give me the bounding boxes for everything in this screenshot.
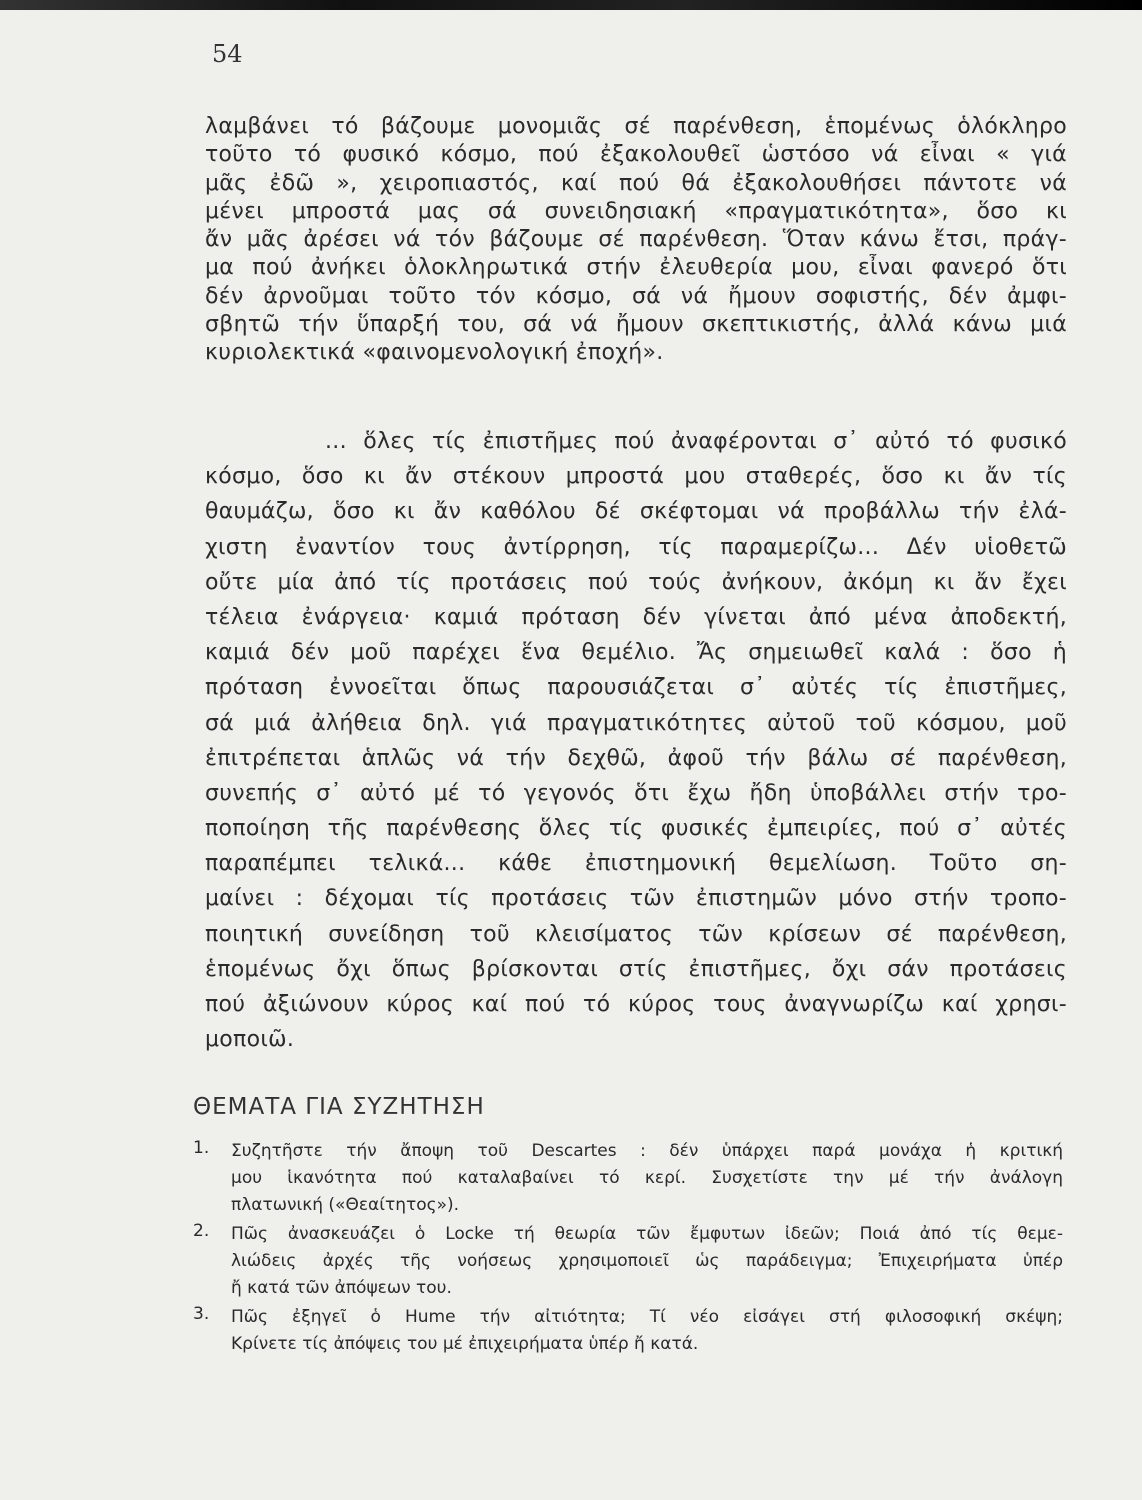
text-line: χιστη ἐναντίον τους ἀντίρρηση, τίς παραμερίζω... Δέν υἱοθετῶ [205,534,1067,560]
question-number: 1. [193,1138,210,1158]
text-line: σβητῶ τήν ὕπαρξή του, σά νά ἤμουν σκεπτικιστής, ἀλλά κάνω μιά [205,312,1067,338]
question-line: Κρίνετε τίς ἀπόψεις του μέ ἐπιχειρήματα ὑπέρ ἤ κατά. [231,1334,699,1354]
text-line: λαμβάνει τό βάζουμε μονομιᾶς σέ παρένθεση, ἑπομένως ὁλόκληρο [205,114,1067,139]
text-line: συνεπής σ᾽ αὐτό μέ τό γεγονός ὅτι ἔχω ἤδη ὑποβάλλει στήν τρο- [205,780,1067,806]
section-heading: ΘΕΜΑΤΑ ΓΙΑ ΣΥΖΗΤΗΣΗ [193,1094,485,1120]
text-line: ἐπιτρέπεται ἁπλῶς νά τήν δεχθῶ, ἀφοῦ τήν βάλω σέ παρένθεση, [205,745,1067,771]
text-line: ... ὅλες τίς ἐπιστῆμες πού ἀναφέρονται σ᾽ αὐτό τό φυσικό [325,429,1067,454]
text-line: παραπέμπει τελικά... κάθε ἐπιστημονική θεμελίωση. Τοῦτο ση- [205,851,1067,877]
question-line: Συζητῆστε τήν ἄποψη τοῦ Descartes : δέν ὑπάρχει παρά μονάχα ἡ κριτική [231,1141,1063,1161]
text-line: πού ἀξιώνουν κύρος καί πού τό κύρος τους ἀναγνωρίζω καί χρησι- [205,992,1067,1017]
text-line: ποποίηση τῆς παρένθεσης ὅλες τίς φυσικές ἐμπειρίες, πού σ᾽ αὐτές [205,816,1067,842]
text-line: μαίνει : δέχομαι τίς προτάσεις τῶν ἐπιστημῶν μόνο στήν τροπο- [205,886,1067,912]
question-item [193,1221,1063,1302]
question-line: Πῶς ἐξηγεῖ ὁ Hume τήν αἰτιότητα; Τί νέο εἰσάγει στή φιλοσοφική σκέψη; [231,1307,1063,1327]
text-line: τέλεια ἐνάργεια· καμιά πρόταση δέν γίνεται ἀπό μένα ἀποδεκτή, [205,604,1067,630]
page-number: 54 [212,40,243,68]
question-number: 3. [193,1304,210,1324]
text-line: τοῦτο τό φυσικό κόσμο, πού ἐξακολουθεῖ ὡστόσο νά εἶναι « γιά [205,142,1067,168]
text-line: σά μιά ἀλήθεια δηλ. γιά πραγματικότητες αὐτοῦ τοῦ κόσμου, μοῦ [205,710,1067,736]
text-line: μοποιῶ. [205,1027,295,1053]
text-line: μᾶς ἐδῶ », χειροπιαστός, καί πού θά ἐξακολουθήσει πάντοτε νά [205,170,1067,196]
paragraph-1 [205,113,1067,368]
text-line: καμιά δέν μοῦ παρέχει ἕνα θεμέλιο. Ἄς σημειωθεῖ καλά : ὅσο ἡ [205,640,1067,666]
text-line: ποιητική συνείδηση τοῦ κλεισίματος τῶν κρίσεων σέ παρένθεση, [205,921,1067,947]
paragraph-2 [205,424,1067,1057]
question-line: πλατωνική («Θεαίτητος»). [231,1195,460,1215]
scan-edge [0,0,1142,10]
text-line: πρόταση ἐννοεῖται ὅπως παρουσιάζεται σ᾽ αὐτές τίς ἐπιστῆμες, [205,675,1067,701]
question-item [193,1138,1063,1219]
question-item [193,1304,1063,1358]
question-line: Πῶς ἀνασκευάζει ὁ Locke τή θεωρία τῶν ἔμφυτων ἰδεῶν; Ποιά ἀπό τίς θεμε- [231,1224,1063,1244]
text-line: ἄν μᾶς ἀρέσει νά τόν βάζουμε σέ παρένθεση. Ὅταν κάνω ἔτσι, πράγ- [205,227,1067,253]
text-line: ἑπομένως ὄχι ὅπως βρίσκονται στίς ἐπιστῆμες, ὄχι σάν προτάσεις [205,956,1067,982]
text-line: κυριολεκτικά «φαινομενολογική ἐποχή». [205,340,664,366]
text-line: θαυμάζω, ὅσο κι ἄν καθόλου δέ σκέφτομαι νά προβάλλω τήν ἐλά- [205,499,1067,525]
text-line: δέν ἀρνοῦμαι τοῦτο τόν κόσμο, σά νά ἤμουν σοφιστής, δέν ἀμφι- [205,283,1067,309]
text-line: οὔτε μία ἀπό τίς προτάσεις πού τούς ἀνήκουν, ἀκόμη κι ἄν ἔχει [205,569,1067,595]
text-line: μένει μπροστά μας σά συνειδησιακή «πραγματικότητα», ὅσο κι [205,198,1067,224]
text-line: μα πού ἀνήκει ὁλοκληρωτικά στήν ἐλευθερία μου, εἶναι φανερό ὅτι [205,255,1067,281]
question-line: ἤ κατά τῶν ἀπόψεων του. [231,1278,452,1298]
question-number: 2. [193,1221,210,1241]
question-line: μου ἱκανότητα πού καταλαβαίνει τό κερί. Συσχετίστε την μέ τήν ἀνάλογη [231,1168,1063,1188]
question-line: λιώδεις ἀρχές τῆς νοήσεως χρησιμοποιεῖ ὡς παράδειγμα; Ἐπιχειρήματα ὑπέρ [231,1251,1063,1271]
discussion-questions [193,1138,1063,1360]
text-line: κόσμο, ὅσο κι ἄν στέκουν μπροστά μου σταθερές, ὅσο κι ἄν τίς [205,464,1067,490]
